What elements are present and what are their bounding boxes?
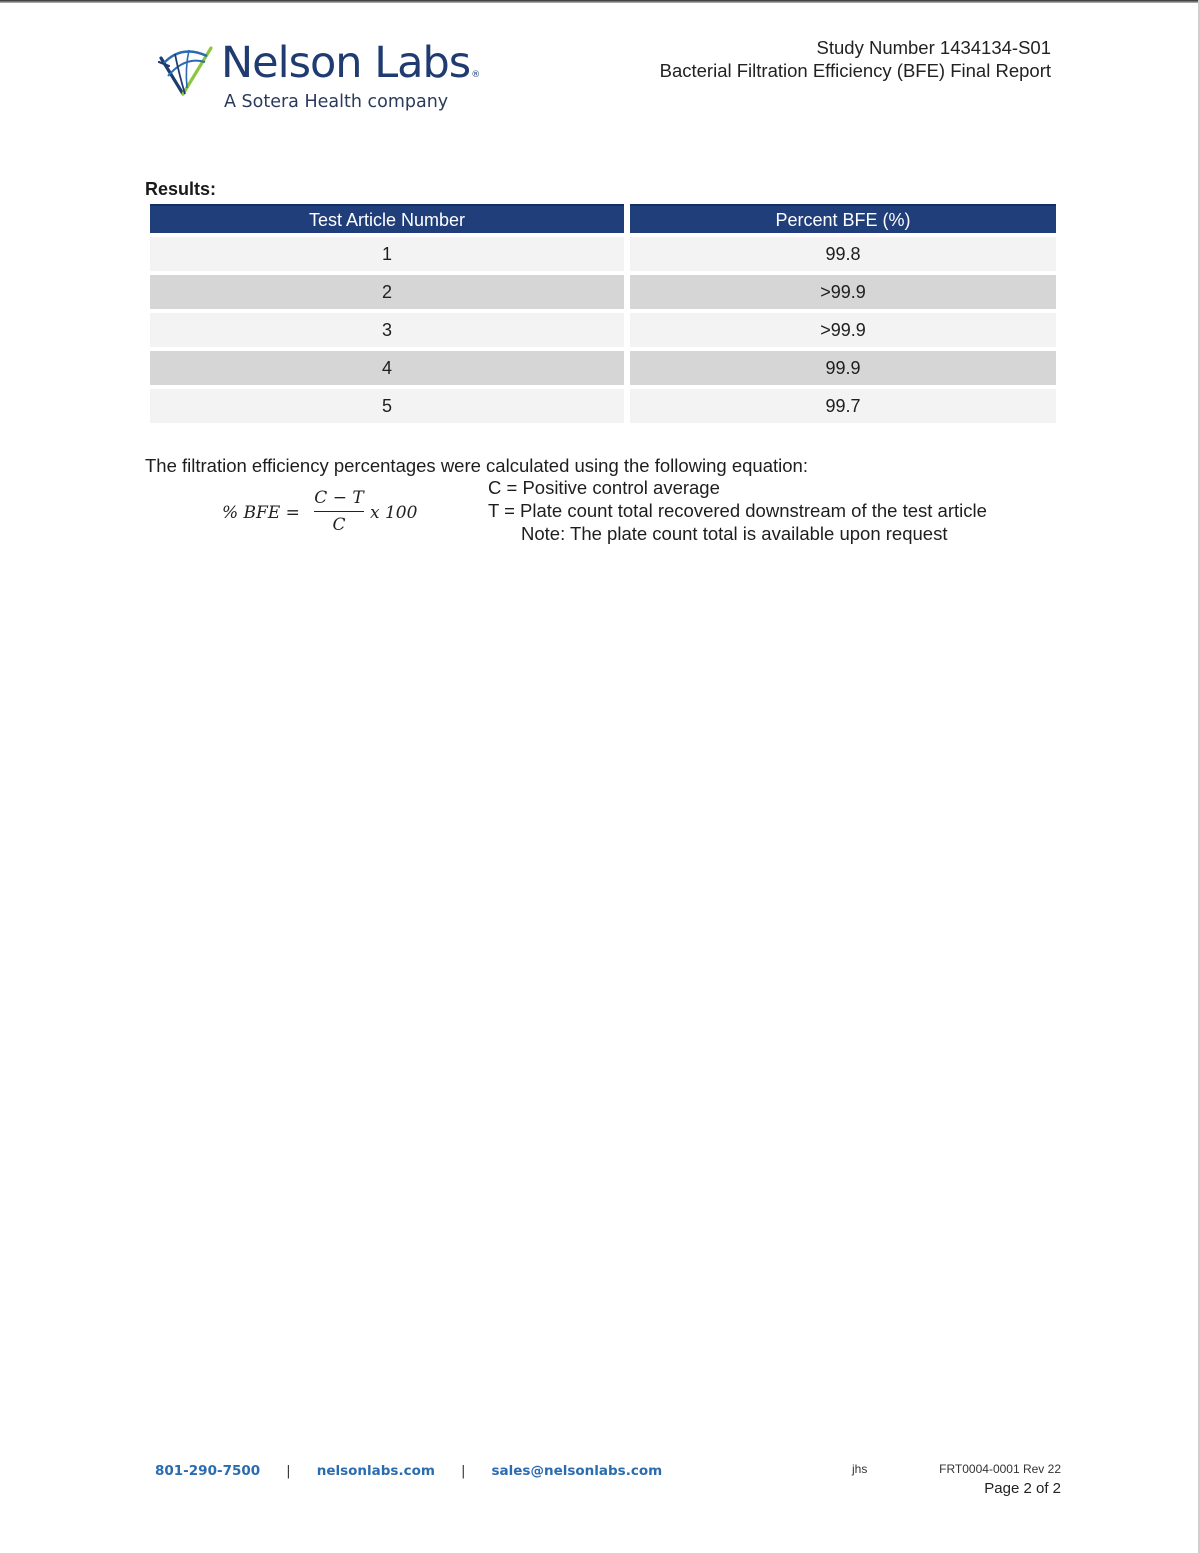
nelson-labs-logo-icon [155, 42, 217, 104]
test-article-cell: 2 [150, 275, 624, 309]
test-article-cell: 4 [150, 351, 624, 385]
results-label: Results: [145, 179, 217, 199]
legend-t-definition: T = Plate count total recovered downstream of the test article [488, 500, 987, 521]
test-article-cell: 1 [150, 237, 624, 271]
formula-fraction [314, 486, 364, 537]
brand-tagline: A Sotera Health company [224, 92, 449, 112]
report-heading [660, 36, 1051, 82]
footer-contacts [155, 1463, 662, 1479]
form-number: FRT0004-0001 Rev 22 [939, 1462, 1061, 1476]
table-header-row [150, 204, 1056, 233]
table-row [150, 237, 1056, 271]
footer-website-link[interactable]: nelsonlabs.com [316, 1463, 435, 1479]
page-number: Page 2 of 2 [984, 1480, 1061, 1497]
table-row [150, 389, 1056, 423]
percent-bfe-cell: 99.7 [630, 389, 1056, 423]
nelson-labs-logo [155, 38, 480, 118]
footer-email-link[interactable]: sales@nelsonlabs.com [491, 1463, 663, 1479]
footer-separator: | [286, 1463, 291, 1479]
plate-count-note: Note: The plate count total is available upon request [521, 523, 948, 544]
brand-reg-mark: ® [471, 70, 480, 80]
percent-bfe-cell: >99.9 [630, 313, 1056, 347]
legend-c-definition: C = Positive control average [488, 477, 720, 498]
formula-numerator: C − T [314, 488, 364, 508]
table-row [150, 351, 1056, 385]
test-article-cell: 5 [150, 389, 624, 423]
results-table [150, 204, 1056, 423]
test-article-cell: 3 [150, 313, 624, 347]
formula-denominator: C [332, 515, 346, 535]
report-title: Bacterial Filtration Efficiency (BFE) Final Report [659, 60, 1051, 81]
percent-bfe-cell: 99.9 [630, 351, 1056, 385]
percent-bfe-cell: 99.8 [630, 237, 1056, 271]
bfe-formula [222, 486, 432, 542]
scan-edge-top [0, 0, 1200, 3]
footer-separator: | [460, 1463, 466, 1479]
formula-lhs: % BFE = [222, 503, 300, 523]
fraction-bar [314, 511, 364, 512]
percent-bfe-cell: >99.9 [630, 275, 1056, 309]
equation-intro: The filtration efficiency percentages were calculated using the following equation: [145, 455, 808, 476]
column-header-percent-bfe: Percent BFE (%) [630, 204, 1056, 233]
footer-phone[interactable]: 801-290-7500 [155, 1463, 261, 1479]
brand-name-text: Nelson Labs [221, 38, 471, 88]
study-number: Study Number 1434134-S01 [816, 37, 1051, 58]
formula-multiplier: x 100 [370, 503, 418, 523]
table-row [150, 275, 1056, 309]
preparer-initials: jhs [852, 1462, 868, 1476]
column-header-test-article: Test Article Number [150, 204, 624, 233]
brand-name [221, 38, 479, 88]
table-row [150, 313, 1056, 347]
